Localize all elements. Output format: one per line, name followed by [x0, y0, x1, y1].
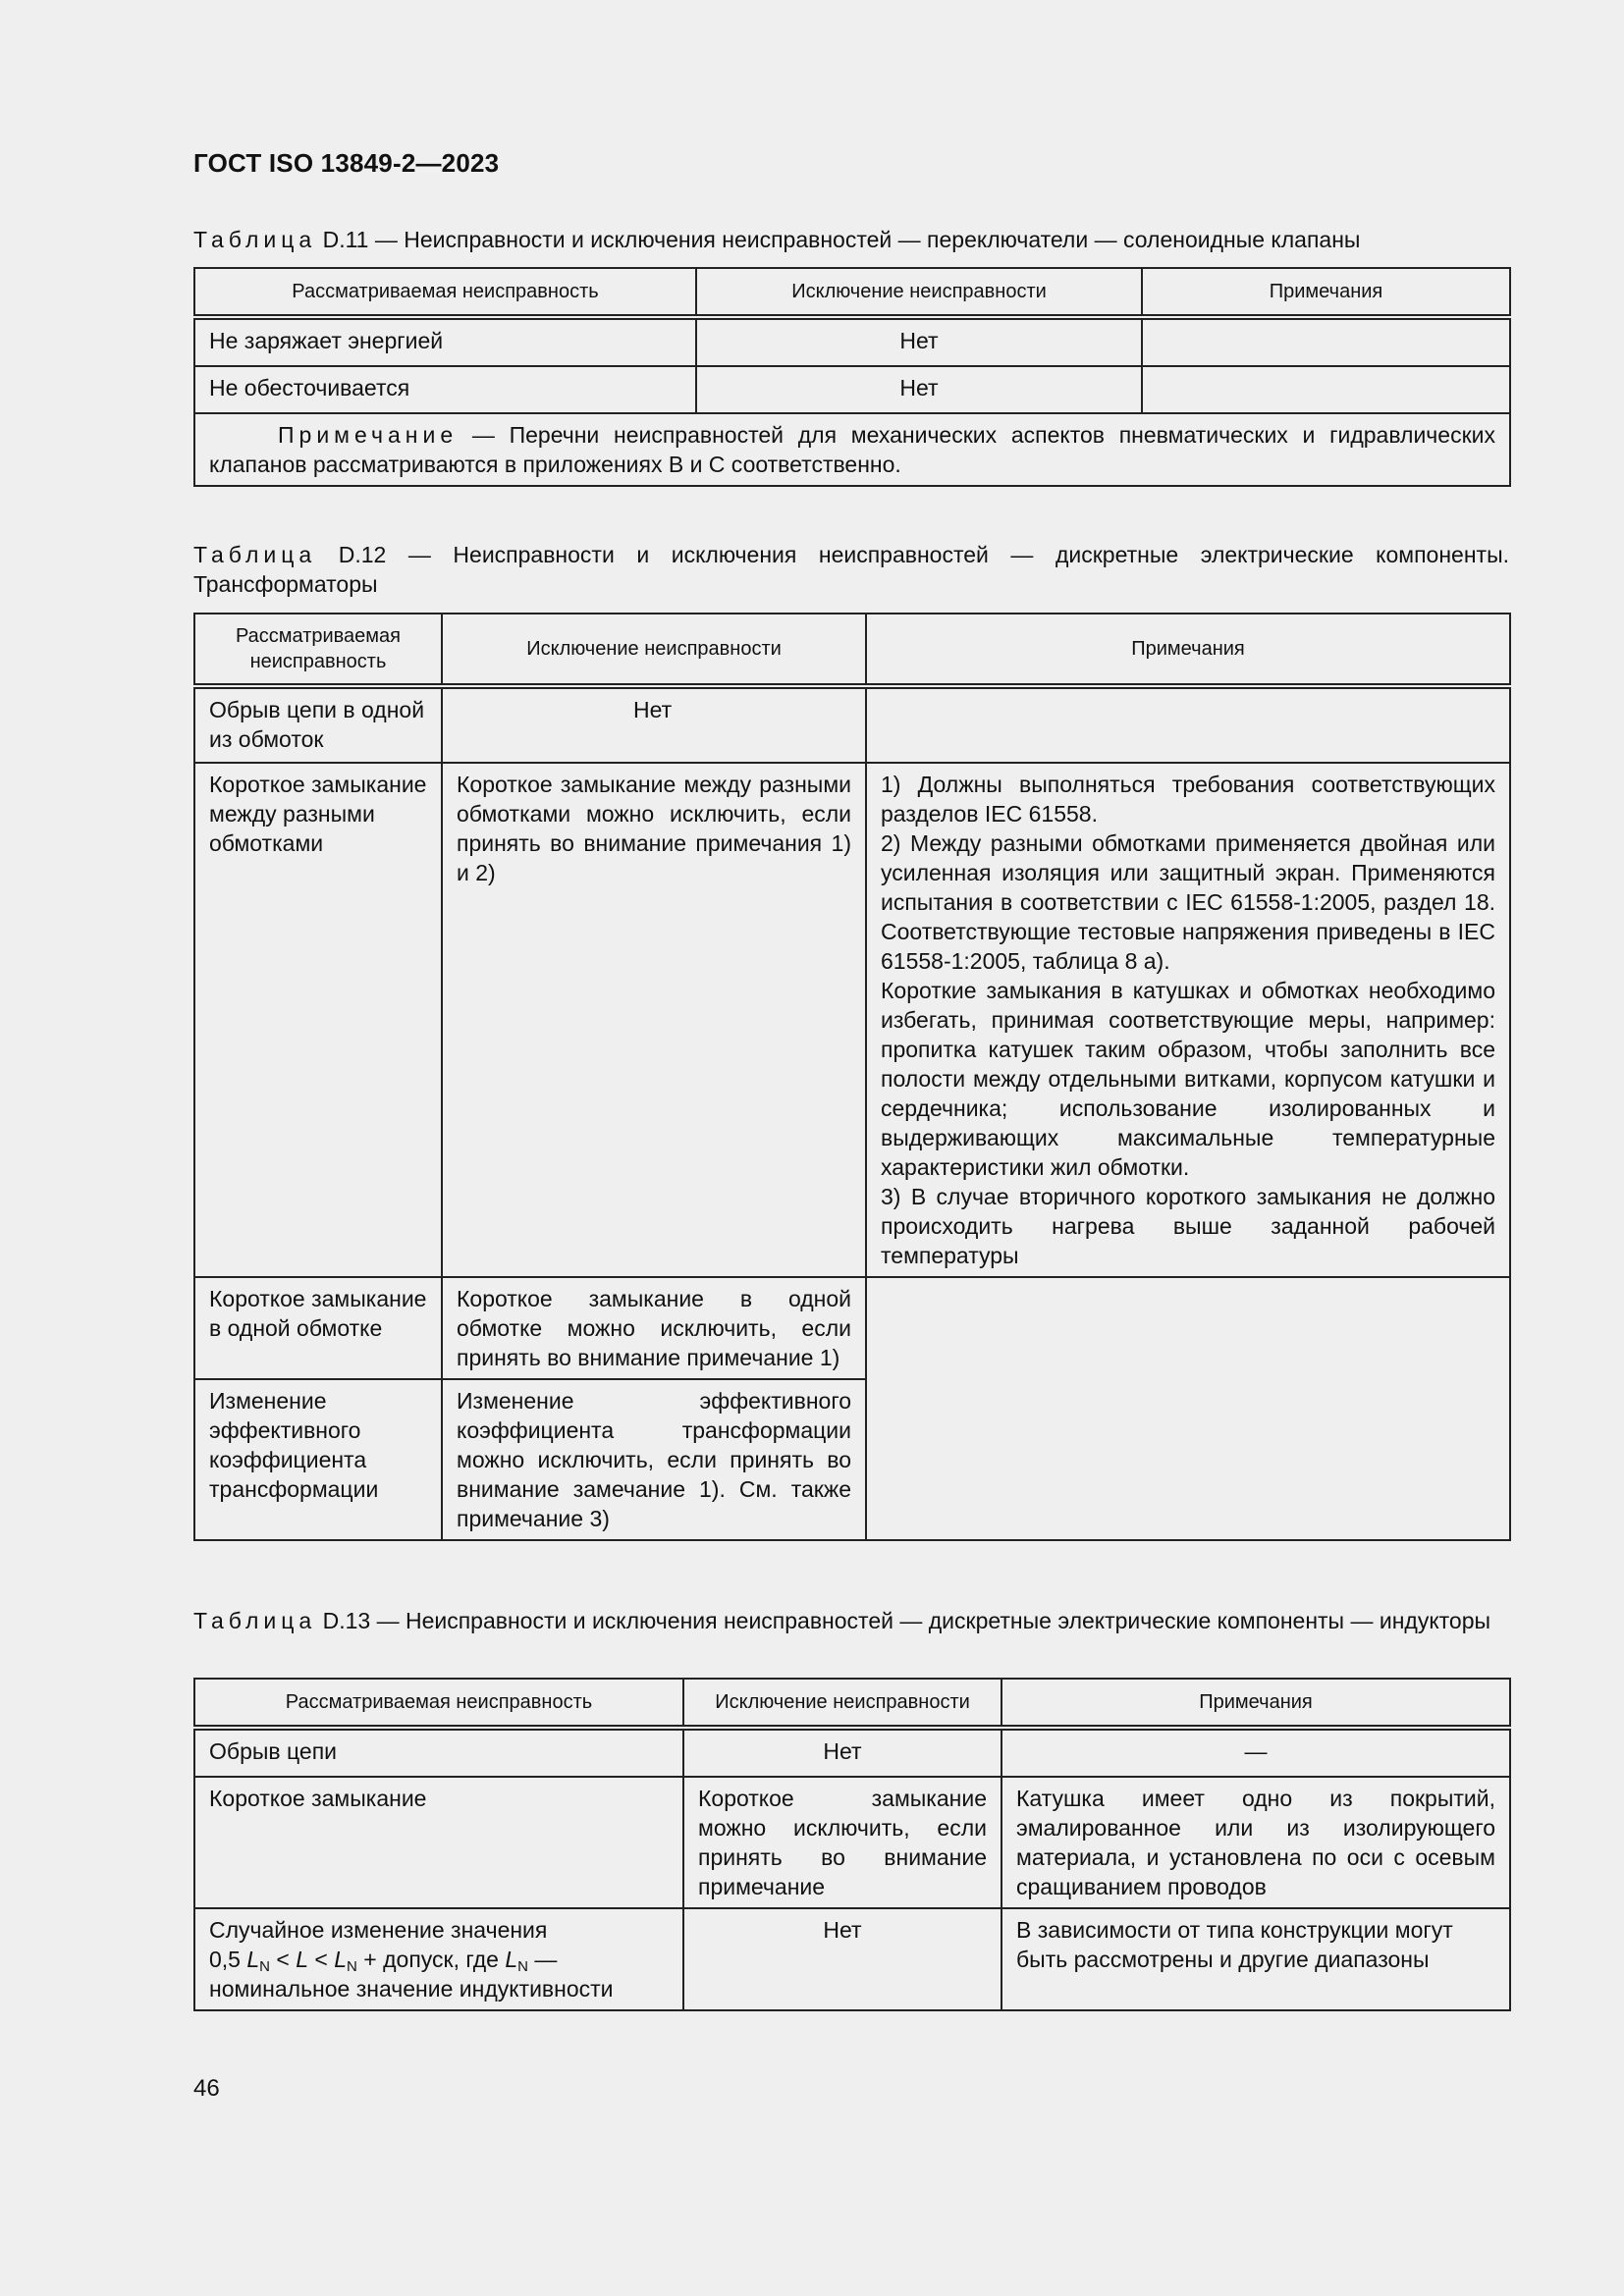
table-word: Таблица	[193, 227, 317, 252]
formula-part: <	[308, 1947, 335, 1972]
table-d12	[193, 613, 1511, 1541]
formula-part: + допуск, где	[356, 1947, 506, 1972]
table-note	[194, 413, 1510, 486]
formula-symbol: L	[505, 1947, 518, 1972]
table-row	[194, 686, 1510, 763]
document-header: ГОСТ ISO 13849-2—2023	[193, 148, 500, 178]
notes-cell: В зависимости от типа конструкции могут быть рассмотрены и другие диапазоны	[1001, 1908, 1510, 2010]
exclusion-cell	[442, 686, 866, 763]
notes-cell	[1142, 366, 1510, 413]
exclusion-cell: Короткое замыкание между разными обмотками можно исключить, если принять во внимание примечания 1) и 2)	[442, 763, 866, 1277]
table-number: D.12	[338, 542, 387, 567]
formula-symbol: L	[296, 1947, 309, 1972]
table-title: — Неисправности и исключения неисправностей — переключатели — соленоидные клапаны	[374, 227, 1361, 252]
fault-cell: Не заряжает энергией	[194, 317, 696, 366]
exclusion-cell: Короткое замыкание можно исключить, если принять во внимание примечание	[683, 1777, 1001, 1908]
column-header: Рассматриваемая неисправность	[194, 1679, 683, 1728]
table-header-row	[194, 614, 1510, 686]
exclusion-cell: Нет	[683, 1728, 1001, 1777]
column-header: Примечания	[1001, 1679, 1510, 1728]
column-header: Примечания	[866, 614, 1510, 686]
fault-line: номинальное значение индуктивности	[209, 1976, 614, 2002]
formula-part: 0,5	[209, 1947, 247, 1972]
formula-symbol: L	[334, 1947, 348, 1972]
fault-cell	[194, 1908, 683, 2010]
fault-cell: Обрыв цепи	[194, 1728, 683, 1777]
formula-subscript: N	[259, 1958, 271, 1975]
formula-part: —	[527, 1947, 558, 1972]
notes-cell	[1142, 317, 1510, 366]
table-word: Таблица	[193, 1608, 317, 1633]
page-number: 46	[193, 2075, 220, 2102]
fault-cell: Изменение эффективного коэффициента трансформации	[194, 1379, 442, 1540]
formula-part: <	[270, 1947, 297, 1972]
notes-cell: 1) Должны выполняться требования соответствующих разделов IEC 61558. 2) Между разными обмотками применяется двойная или усиленная изоляция или защитный экран. Применяются испытания в соответствии с IEC 61558-1:2005, раздел 18. Соответствующие тестовые напряжения приведены в IEC 61558-1:2005, таблица 8 а). Короткие замыкания в катушках и обмотках необходимо избегать, принимая соответствующие меры, например: пропитка катушек таким образом, чтобы заполнить все полости между отдельными витками, корпусом катушки и сердечника; использование изолированных и выдерживающих максимальные температурные характеристики жил обмотки. 3) В случае вторичного короткого замыкания не должно происходить нагрева выше заданной рабочей температуры	[866, 763, 1510, 1277]
exclusion-cell: Нет	[696, 366, 1142, 413]
fault-cell: Короткое замыкание в одной обмотке	[194, 1277, 442, 1379]
table-row	[194, 763, 1510, 1277]
table-d13-caption	[193, 1606, 1509, 1635]
table-d12-caption	[193, 540, 1509, 599]
table-header-row	[194, 1679, 1510, 1728]
column-header: Рассматриваемая неисправность	[194, 614, 442, 686]
exclusion-cell: Нет	[696, 317, 1142, 366]
notes-cell: —	[1001, 1728, 1510, 1777]
table-row	[194, 317, 1510, 366]
fault-formula	[209, 1945, 669, 1974]
note-text: — Перечни неисправностей для механических аспектов пневматических и гидравлических клапанов рассматриваются в приложениях B и C соответственно.	[209, 422, 1495, 477]
formula-symbol: L	[246, 1947, 260, 1972]
formula-subscript: N	[517, 1958, 528, 1975]
column-header: Примечания	[1142, 268, 1510, 317]
column-header: Исключение неисправности	[442, 614, 866, 686]
table-number: D.11	[322, 227, 369, 252]
column-header: Исключение неисправности	[696, 268, 1142, 317]
exclusion-cell: Нет	[683, 1908, 1001, 2010]
table-title: — Неисправности и исключения неисправностей — дискретные электрические компоненты — индукторы	[376, 1608, 1491, 1633]
table-row	[194, 1728, 1510, 1777]
fault-cell: Обрыв цепи в одной из обмоток	[194, 686, 442, 763]
table-number: D.13	[322, 1608, 371, 1633]
table-word: Таблица	[193, 542, 317, 567]
table-d11-caption	[193, 225, 1509, 254]
note-label: Примечание	[278, 422, 459, 448]
exclusion-value: Нет	[633, 697, 673, 722]
fault-line: Случайное изменение значения	[209, 1917, 548, 1943]
column-header: Исключение неисправности	[683, 1679, 1001, 1728]
table-row	[194, 366, 1510, 413]
table-d13	[193, 1678, 1511, 2011]
table-title: — Неисправности и исключения неисправностей — дискретные электрические компоненты. Трансформаторы	[193, 542, 1509, 597]
table-header-row	[194, 268, 1510, 317]
exclusion-cell: Изменение эффективного коэффициента трансформации можно исключить, если принять во внимание замечание 1). См. также примечание 3)	[442, 1379, 866, 1540]
fault-cell: Короткое замыкание между разными обмотками	[194, 763, 442, 1277]
notes-cell	[866, 1277, 1510, 1540]
exclusion-cell: Короткое замыкание в одной обмотке можно исключить, если принять во внимание примечание 1)	[442, 1277, 866, 1379]
column-header: Рассматриваемая неисправность	[194, 268, 696, 317]
notes-cell	[866, 686, 1510, 763]
formula-subscript: N	[347, 1958, 357, 1975]
table-row	[194, 1908, 1510, 2010]
table-note-row	[194, 413, 1510, 486]
table-d11	[193, 267, 1511, 487]
table-row	[194, 1277, 1510, 1379]
fault-cell: Короткое замыкание	[194, 1777, 683, 1908]
fault-cell: Не обесточивается	[194, 366, 696, 413]
notes-cell: Катушка имеет одно из покрытий, эмалированное или из изолирующего материала, и установлена по оси с осевым сращиванием проводов	[1001, 1777, 1510, 1908]
table-row	[194, 1777, 1510, 1908]
